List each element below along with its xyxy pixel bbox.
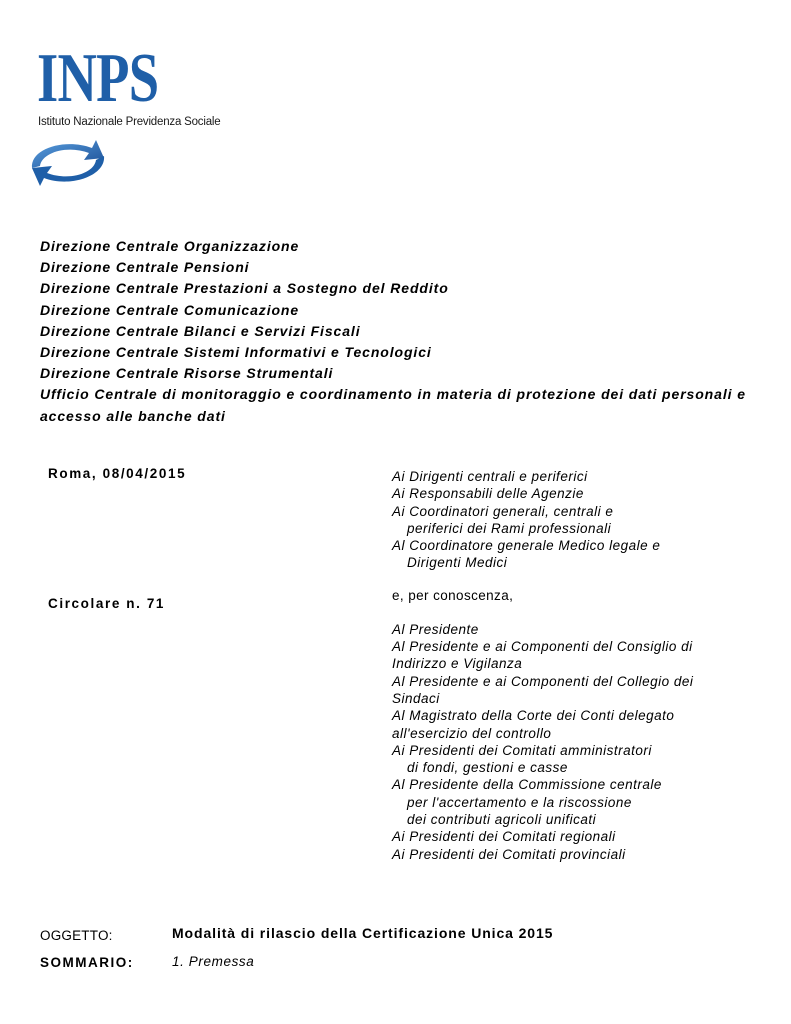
direction-item: Direzione Centrale Sistemi Informativi e Tecnologici	[40, 344, 432, 361]
recipient-line: dei contributi agricoli unificati	[407, 812, 597, 828]
recipient-line: per l'accertamento e la riscossione	[407, 794, 632, 810]
recipients-block	[392, 468, 742, 863]
recipient-line: Ai Presidenti dei Comitati amministratori	[392, 742, 652, 758]
circular-number: Circolare n. 71	[48, 596, 166, 611]
recipient-line: Ai Dirigenti centrali e periferici	[392, 469, 588, 484]
direction-item: Direzione Centrale Organizzazione	[40, 238, 300, 254]
direction-item: Direzione Centrale Pensioni	[40, 259, 250, 276]
direction-item: Direzione Centrale Risorse Strumentali	[40, 365, 334, 382]
recipient-line: Al Presidente	[392, 621, 479, 637]
inps-circular-arrows-icon	[26, 134, 110, 190]
direction-item: Ufficio Centrale di monitoraggio e coordinamento in materia di protezione dei dati personali e accesso alle banche dati	[40, 386, 746, 424]
summary-text: 1. Premessa	[172, 954, 255, 969]
recipient-line: Dirigenti Medici	[407, 555, 508, 571]
subject-text: Modalità di rilascio della Certificazione Unica 2015	[172, 925, 554, 941]
recipient-line: Ai Responsabili delle Agenzie	[392, 486, 584, 502]
recipient-line: periferici dei Rami professionali	[407, 520, 612, 536]
recipient-line: Sindaci	[392, 690, 440, 706]
recipient-line: Al Presidente e ai Componenti del Consiglio di	[392, 639, 693, 655]
summary-label: SOMMARIO:	[40, 955, 134, 970]
recipient-line: Al Presidente della Commissione centrale	[392, 777, 662, 793]
recipient-line: all'esercizio del controllo	[392, 725, 552, 741]
document-date: Roma, 08/04/2015	[48, 466, 187, 481]
recipient-line: di fondi, gestioni e casse	[407, 760, 568, 776]
recipient-line: Indirizzo e Vigilanza	[392, 656, 523, 672]
recipient-line: Ai Presidenti dei Comitati provinciali	[392, 846, 626, 862]
recipient-line: Al Magistrato della Corte dei Conti delegato	[392, 708, 675, 724]
direction-item: Direzione Centrale Bilanci e Servizi Fiscali	[40, 322, 361, 339]
directions-list	[40, 236, 760, 427]
for-info-label: e, per conoscenza,	[392, 587, 514, 603]
recipient-line: Ai Presidenti dei Comitati regionali	[392, 829, 616, 845]
recipient-line: Al Presidente e ai Componenti del Collegio dei	[392, 673, 694, 689]
subject-label: OGGETTO:	[40, 928, 113, 943]
recipient-line: Ai Coordinatori generali, centrali e	[392, 503, 614, 519]
direction-item: Direzione Centrale Comunicazione	[40, 301, 300, 318]
logo-wordmark: INPS	[37, 40, 159, 117]
logo-subtitle: Istituto Nazionale Previdenza Sociale	[38, 116, 221, 128]
direction-item: Direzione Centrale Prestazioni a Sostegno del Reddito	[40, 280, 449, 297]
recipient-line: Al Coordinatore generale Medico legale e	[392, 538, 661, 554]
